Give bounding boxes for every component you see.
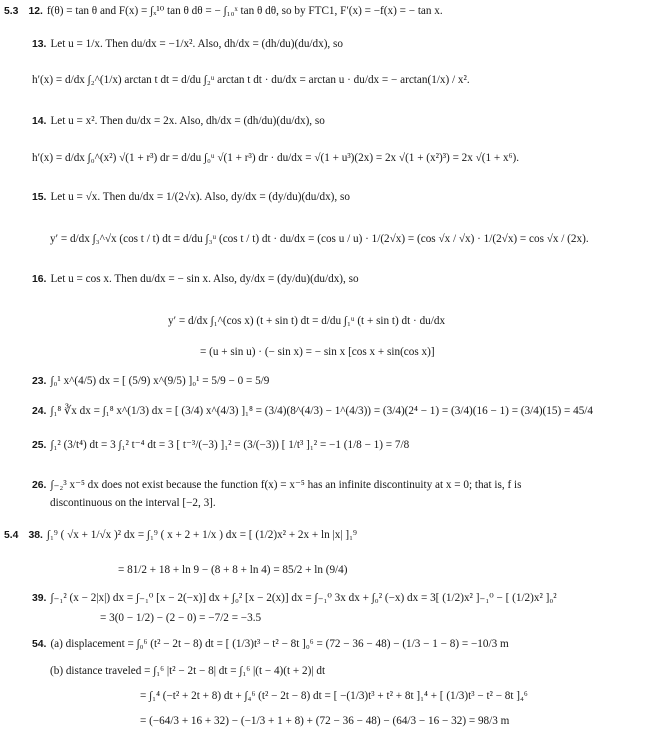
problem-text: (a) displacement = ∫₀⁶ (t² − 2t − 8) dt = [ (1/3)t³ − t² − 8t ]₀⁶ = (72 − 36 − 48) − (1/3 − 1 − 8) = −10/3 m	[50, 638, 509, 650]
problem-number: 12.	[28, 6, 43, 17]
problem-26-continued	[50, 496, 216, 510]
equation-line: y′ = d/dx ∫₁^(cos x) (t + sin t) dt = d/du ∫₁ᵘ (t + sin t) dt · du/dx	[168, 315, 446, 327]
problem-39	[32, 591, 557, 606]
problem-16-result	[200, 345, 435, 359]
equation-line: h′(x) = d/dx ∫₀^(x²) √(1 + r³) dr = d/du ∫₀ᵘ √(1 + r³) dr · du/dx = √(1 + u³)(2x) = 2x √(1 + (x²)³) = 2x √(1 + x⁶).	[32, 152, 520, 164]
problem-number: 39.	[32, 593, 47, 604]
equation-line: = 81/2 + 18 + ln 9 − (8 + 8 + ln 4) = 85/2 + ln (9/4)	[118, 564, 348, 576]
problem-number: 14.	[32, 116, 47, 127]
section-number: 5.4	[4, 530, 19, 541]
problem-text: f(θ) = tan θ and F(x) = ∫ₓ¹⁰ tan θ dθ = − ∫₁₀ˣ tan θ dθ, so by FTC1, F′(x) = −f(x) = − tan x.	[46, 5, 443, 17]
problem-13-derivation	[32, 73, 470, 87]
problem-number: 13.	[32, 39, 47, 50]
problem-text: ∫₋₁² (x − 2|x|) dx = ∫₋₁⁰ [x − 2(−x)] dx + ∫₀² [x − 2(x)] dx = ∫₋₁⁰ 3x dx + ∫₀² (−x) dx = 3[ (1/2)x² ]₋₁⁰ − [ (1/2)x² ]₀²	[50, 592, 557, 604]
problem-54b	[50, 664, 325, 678]
problem-text: ∫₁⁹ ( √x + 1/√x )² dx = ∫₁⁹ ( x + 2 + 1/x ) dx = [ (1/2)x² + 2x + ln |x| ]₁⁹	[46, 529, 357, 541]
problem-text: Let u = 1/x. Then du/dx = −1/x². Also, dh/dx = (dh/du)(du/dx), so	[50, 38, 343, 50]
problem-text: Let u = x². Then du/dx = 2x. Also, dh/dx = (dh/du)(du/dx), so	[50, 115, 325, 127]
problem-16	[32, 272, 359, 287]
equation-line: = (−64/3 + 16 + 32) − (−1/3 + 1 + 8) + (72 − 36 − 48) − (64/3 − 16 − 32) = 98/3 m	[140, 715, 510, 727]
section-number: 5.3	[4, 6, 19, 17]
problem-text: Let u = √x. Then du/dx = 1/(2√x). Also, dy/dx = (dy/du)(du/dx), so	[50, 191, 350, 203]
problem-text: ∫₁² (3/t⁴) dt = 3 ∫₁² t⁻⁴ dt = 3 [ t⁻³/(−3) ]₁² = (3/(−3)) [ 1/t³ ]₁² = −1 (1/8 − 1) = 7/8	[50, 439, 410, 451]
problem-14-derivation	[32, 151, 519, 165]
problem-number: 16.	[32, 274, 47, 285]
problem-26	[32, 478, 521, 493]
problem-24	[32, 404, 593, 419]
problem-number: 15.	[32, 192, 47, 203]
problem-text: (b) distance traveled = ∫₁⁶ |t² − 2t − 8| dt = ∫₁⁶ |(t − 4)(t + 2)| dt	[50, 665, 326, 677]
problem-number: 23.	[32, 376, 47, 387]
problem-text: ∫₁⁸ ∛x dx = ∫₁⁸ x^(1/3) dx = [ (3/4) x^(4/3) ]₁⁸ = (3/4)(8^(4/3) − 1^(4/3)) = (3/4)(2⁴ − 1) = (3/4)(16 − 1) = (3/4)(15) = 45/4	[50, 405, 593, 417]
problem-text: ∫₀¹ x^(4/5) dx = [ (5/9) x^(9/5) ]₀¹ = 5/9 − 0 = 5/9	[50, 375, 270, 387]
equation-line: h′(x) = d/dx ∫₂^(1/x) arctan t dt = d/du ∫₂ᵘ arctan t dt · du/dx = arctan u · du/dx = − arctan(1/x) / x².	[32, 74, 470, 86]
problem-23	[32, 374, 269, 389]
problem-38	[4, 528, 357, 543]
problem-text: ∫₋₂³ x⁻⁵ dx does not exist because the function f(x) = x⁻⁵ has an infinite discontinuity at x = 0; that is, f is	[50, 479, 522, 491]
problem-12	[4, 4, 443, 19]
problem-16-derivation	[168, 314, 445, 328]
problem-25	[32, 438, 409, 453]
problem-54b-step	[140, 689, 528, 703]
equation-line: = ∫₁⁴ (−t² + 2t + 8) dt + ∫₄⁶ (t² − 2t − 8) dt = [ −(1/3)t³ + t² + 8t ]₁⁴ + [ (1/3)t³ − t² − 8t ]₄⁶	[140, 690, 528, 702]
problem-number: 38.	[28, 530, 43, 541]
problem-15-derivation	[50, 232, 589, 246]
problem-38-result	[118, 563, 347, 577]
problem-54b-result	[140, 714, 509, 728]
equation-line: y′ = d/dx ∫₃^√x (cos t / t) dt = d/du ∫₃ᵘ (cos t / t) dt · du/dx = (cos u / u) · 1/(2√x) = (cos √x / √x) · 1/(2√x) = cos √x / (2x).	[50, 233, 589, 245]
problem-54a	[32, 637, 509, 652]
problem-number: 26.	[32, 480, 47, 491]
problem-15	[32, 190, 350, 205]
problem-14	[32, 114, 325, 129]
problem-number: 24.	[32, 406, 47, 417]
problem-number: 54.	[32, 639, 47, 650]
equation-line: = (u + sin u) · (− sin x) = − sin x [cos x + sin(cos x)]	[200, 346, 435, 358]
problem-number: 25.	[32, 440, 47, 451]
problem-39-result	[100, 611, 261, 625]
problem-text: Let u = cos x. Then du/dx = − sin x. Also, dy/dx = (dy/du)(du/dx), so	[50, 273, 359, 285]
equation-line: = 3(0 − 1/2) − (2 − 0) = −7/2 = −3.5	[100, 612, 262, 624]
problem-text: discontinuous on the interval [−2, 3].	[50, 497, 216, 509]
problem-13	[32, 37, 343, 52]
